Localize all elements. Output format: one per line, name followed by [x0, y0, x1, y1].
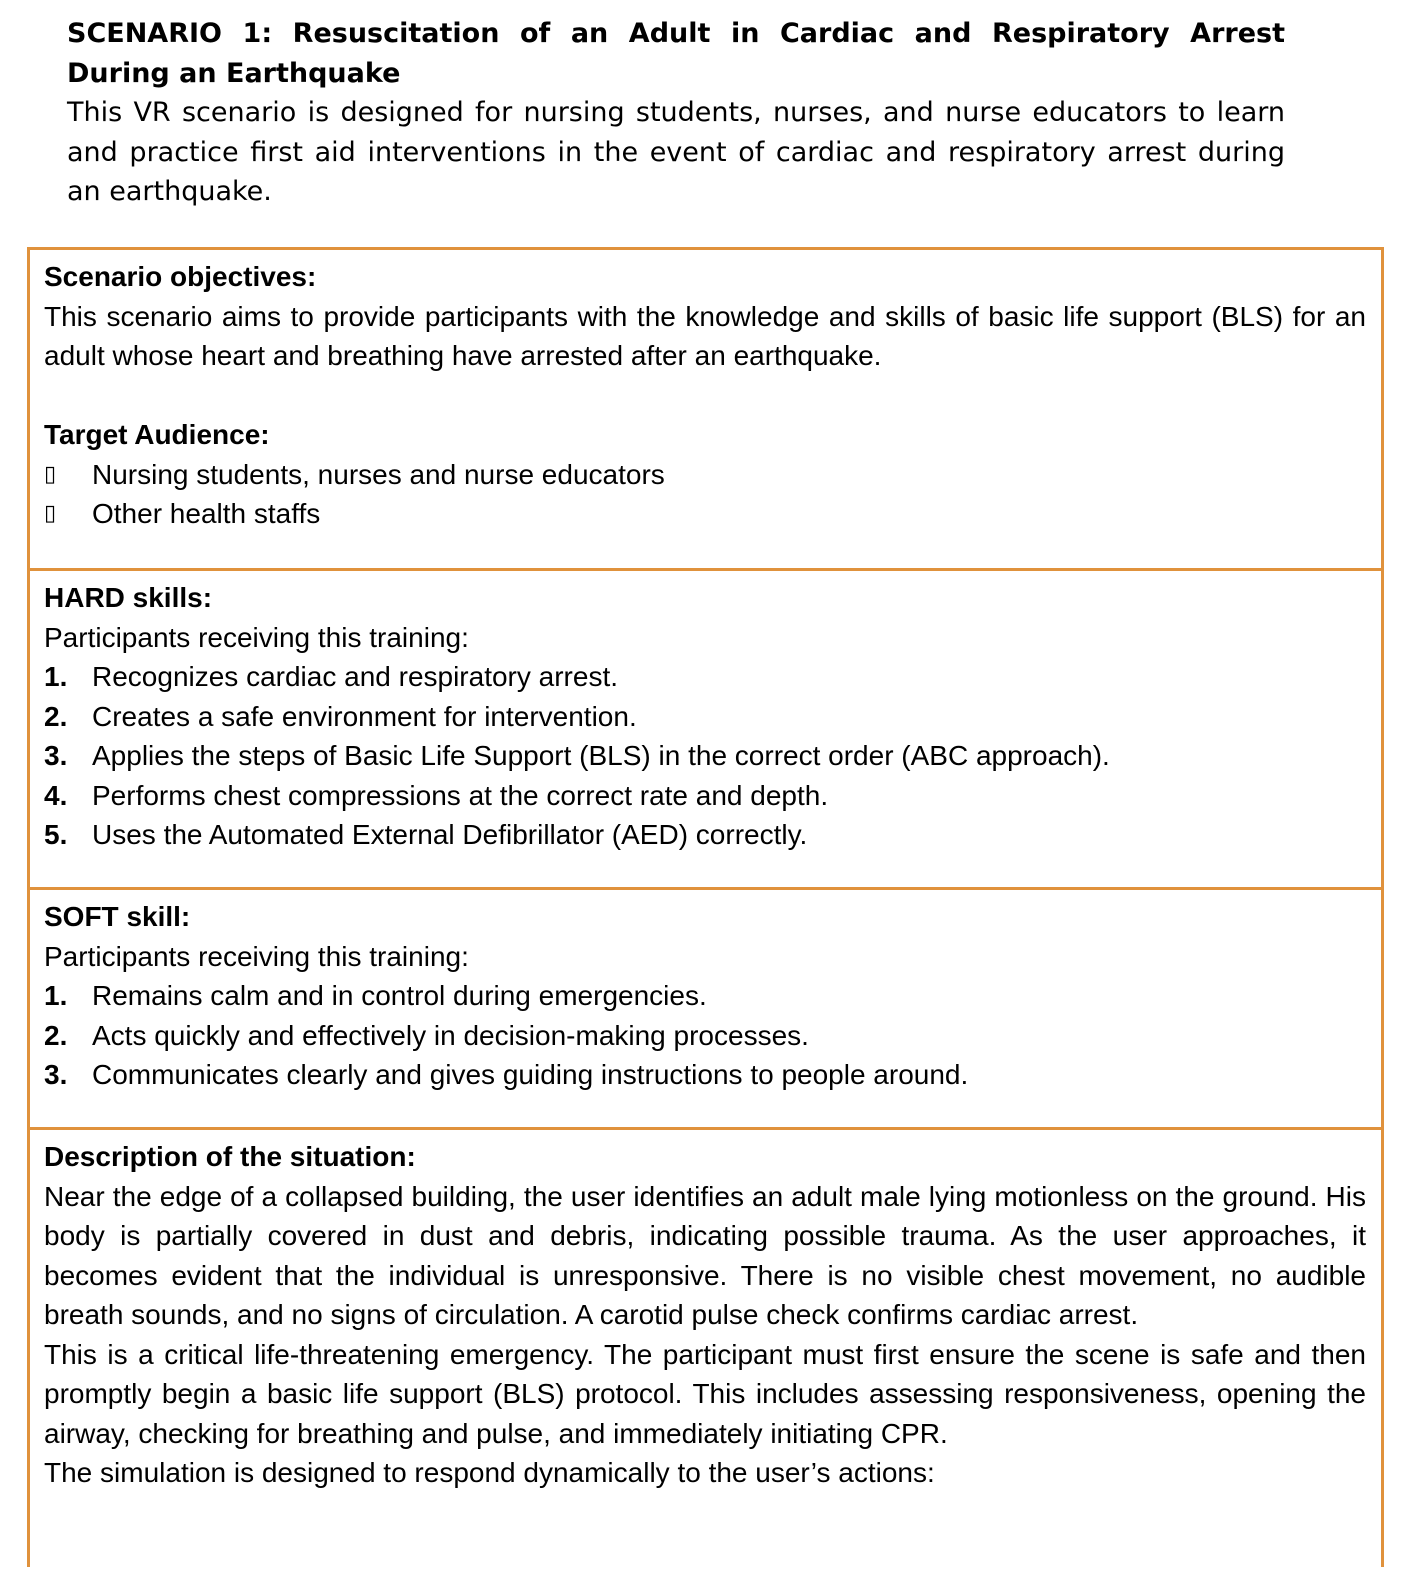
- list-item: [44, 1016, 1366, 1056]
- scenario-table: [27, 247, 1384, 1567]
- item-number: 3.: [44, 740, 68, 771]
- item-text: Communicates clearly and gives guiding instructions to people around.: [92, 1059, 969, 1090]
- item-text: Uses the Automated External Defibrillator (AED) correctly.: [92, 819, 808, 850]
- item-text: Creates a safe environment for intervention.: [92, 700, 637, 732]
- list-item: [44, 815, 1366, 855]
- hard-skills-heading: HARD skills:: [44, 582, 213, 613]
- objectives-heading: Scenario objectives:: [44, 261, 317, 292]
- objectives-section: [30, 250, 1381, 568]
- description-paragraph: Near the edge of a collapsed building, the user identifies an adult male lying motionless on the ground. His body is partially covered in dust and debris, indicating possible trauma. As the user approaches, it becomes evident that the individual is unresponsive. There is no visible chest movement, no audible breath sounds, and no signs of circulation. A carotid pulse check confirms cardiac arrest.: [44, 1180, 1366, 1330]
- item-text: Performs chest compressions at the correct rate and depth.: [92, 779, 829, 811]
- description-section: [30, 1130, 1381, 1570]
- hard-skills-lead: Participants receiving this training:: [44, 621, 469, 653]
- item-number: 1.: [44, 661, 68, 692]
- bullet-box-icon: ▯: [44, 501, 57, 526]
- list-item: [44, 976, 1366, 1016]
- item-number: 2.: [44, 700, 68, 732]
- objectives-text: This scenario aims to provide participants with the knowledge and skills of basic life support (BLS) for an adult whose heart and breathing have arrested after an earthquake.: [44, 300, 1366, 371]
- scenario-summary: This VR scenario is designed for nursing students, nurses, and nurse educators to learn and practice first aid interventions in the event of cardiac and respiratory arrest during an earthquake.: [67, 97, 1285, 207]
- list-item: [44, 776, 1366, 816]
- list-item: [44, 697, 1366, 737]
- list-item: [44, 657, 1366, 697]
- list-item: [44, 736, 1366, 776]
- bullet-box-icon: ▯: [44, 461, 57, 487]
- item-text: Remains calm and in control during emergencies.: [92, 980, 707, 1011]
- soft-skills-lead: Participants receiving this training:: [44, 940, 469, 972]
- item-text: Recognizes cardiac and respiratory arrest.: [92, 661, 619, 692]
- item-number: 4.: [44, 779, 68, 811]
- item-text: Applies the steps of Basic Life Support (BLS) in the correct order (ABC approach).: [92, 740, 1110, 771]
- soft-skills-section: [30, 890, 1381, 1127]
- audience-item: Nursing students, nurses and nurse educators: [92, 458, 665, 490]
- item-number: 5.: [44, 819, 68, 850]
- audience-item: Other health staffs: [92, 498, 321, 529]
- hard-skills-section: [30, 571, 1381, 887]
- description-paragraph: The simulation is designed to respond dynamically to the user’s actions:: [44, 1457, 935, 1488]
- list-item: [44, 494, 1366, 534]
- audience-heading: Target Audience:: [44, 419, 270, 450]
- scenario-title: SCENARIO 1: Resuscitation of an Adult in Cardiac and Respiratory Arrest During an Earthquake: [67, 18, 1285, 89]
- description-paragraph: This is a critical life-threatening emergency. The participant must first ensure the scene is safe and then promptly begin a basic life support (BLS) protocol. This includes assessing responsiveness, opening the airway, checking for breathing and pulse, and immediately initiating CPR.: [44, 1338, 1366, 1449]
- item-number: 2.: [44, 1019, 68, 1051]
- list-item: [44, 455, 1366, 495]
- item-number: 3.: [44, 1059, 68, 1090]
- list-item: [44, 1055, 1366, 1095]
- item-text: Acts quickly and effectively in decision-making processes.: [92, 1019, 809, 1051]
- soft-skills-heading: SOFT skill:: [44, 901, 191, 932]
- scenario-intro: [67, 14, 1285, 212]
- item-number: 1.: [44, 980, 68, 1011]
- description-heading: Description of the situation:: [44, 1141, 416, 1172]
